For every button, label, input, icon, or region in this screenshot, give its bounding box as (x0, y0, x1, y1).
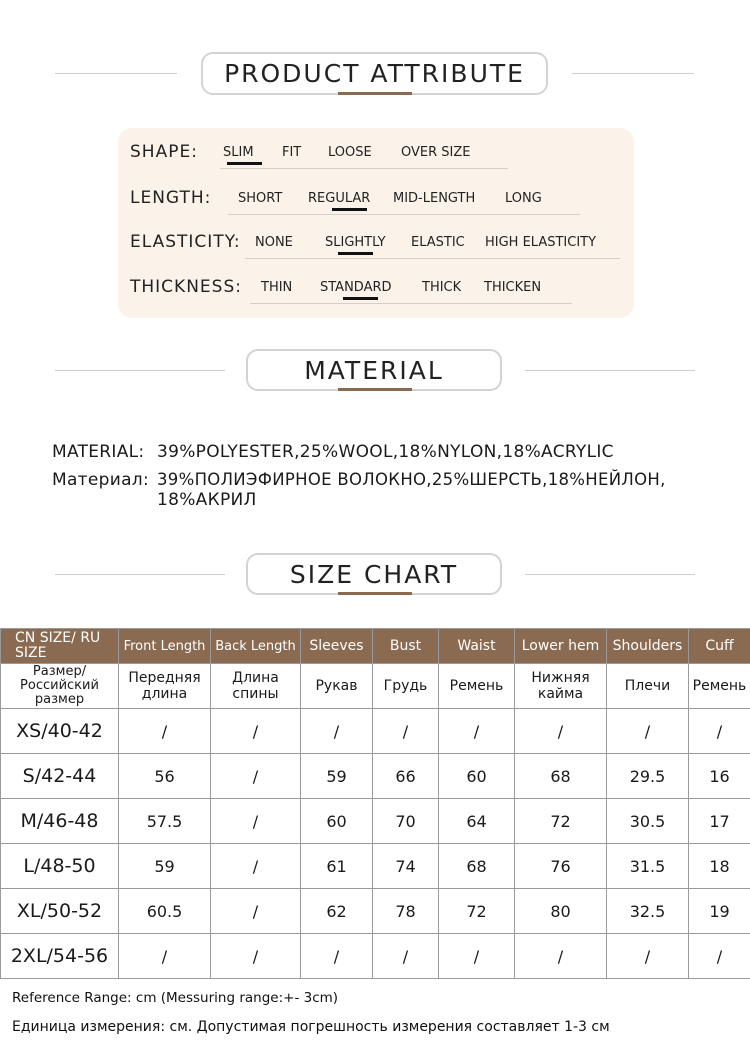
attr-option-selected: SLIM (223, 145, 254, 160)
selected-marker (227, 162, 262, 165)
measurement-cell: 74 (373, 844, 439, 889)
table-row (1, 889, 750, 934)
measurement-cell: 32.5 (607, 889, 689, 934)
attr-option: MID-LENGTH (393, 191, 476, 206)
attr-option: FIT (282, 145, 302, 160)
measurement-cell: / (439, 709, 515, 754)
material-label-ru: Материал: (52, 470, 149, 490)
column-header: Lower hem (515, 629, 607, 664)
attr-row-elasticity (130, 232, 630, 262)
measurement-cell: / (301, 709, 373, 754)
table-header-en (1, 629, 750, 664)
column-header: Bust (373, 629, 439, 664)
measurement-cell: 66 (373, 754, 439, 799)
title-underline (338, 92, 412, 95)
column-header-ru: Рукав (301, 664, 373, 709)
selected-marker (332, 208, 367, 211)
divider-left (55, 574, 225, 575)
attr-option-selected: REGULAR (308, 191, 371, 206)
measurement-cell: / (211, 799, 301, 844)
section-title-text: PRODUCT ATTRIBUTE (224, 59, 525, 88)
measurement-cell: / (301, 934, 373, 979)
measurement-cell: 61 (301, 844, 373, 889)
measurement-cell: / (373, 709, 439, 754)
attr-option: LOOSE (328, 145, 372, 160)
attr-option: LONG (505, 191, 542, 206)
attr-label: ELASTICITY: (130, 232, 241, 252)
table-header-ru (1, 664, 750, 709)
column-header-ru: Плечи (607, 664, 689, 709)
size-cell: XL/50-52 (1, 889, 119, 934)
divider-right (525, 574, 695, 575)
selected-marker (343, 297, 378, 300)
title-underline (338, 388, 412, 391)
column-header: CN SIZE/ RU SIZE (1, 629, 119, 664)
column-header-ru: Грудь (373, 664, 439, 709)
material-value-ru-line2: 18%АКРИЛ (157, 490, 257, 510)
note-reference-range: Reference Range: cm (Messuring range:+- 3cm) (12, 990, 339, 1006)
column-header-ru: Длина спины (211, 664, 301, 709)
measurement-cell: 57.5 (119, 799, 211, 844)
attr-underline (220, 168, 508, 169)
measurement-cell: / (439, 934, 515, 979)
measurement-cell: / (211, 709, 301, 754)
attr-label: LENGTH: (130, 188, 212, 208)
measurement-cell: 68 (439, 844, 515, 889)
attr-underline (228, 214, 580, 215)
measurement-cell: 78 (373, 889, 439, 934)
attr-option-selected: STANDARD (320, 280, 392, 295)
attr-option: THICK (422, 280, 462, 295)
size-cell: S/42-44 (1, 754, 119, 799)
attr-option: ELASTIC (411, 235, 465, 250)
measurement-cell: 72 (515, 799, 607, 844)
measurement-cell: / (607, 934, 689, 979)
measurement-cell: / (211, 934, 301, 979)
table-row (1, 754, 750, 799)
attr-label: SHAPE: (130, 142, 198, 162)
attr-option: SHORT (238, 191, 283, 206)
column-header-ru: Ремень (439, 664, 515, 709)
material-label-en: MATERIAL: (52, 442, 145, 462)
attr-underline (245, 258, 620, 259)
attr-label: THICKNESS: (130, 277, 242, 297)
measurement-cell: 16 (689, 754, 750, 799)
measurement-cell: / (607, 709, 689, 754)
measurement-cell: / (515, 934, 607, 979)
measurement-cell: 59 (301, 754, 373, 799)
measurement-cell: 76 (515, 844, 607, 889)
measurement-cell: / (689, 934, 750, 979)
size-chart-table (0, 628, 750, 979)
measurement-cell: / (373, 934, 439, 979)
table-row (1, 934, 750, 979)
measurement-cell: 70 (373, 799, 439, 844)
table-row (1, 844, 750, 889)
attr-row-length (130, 188, 610, 218)
measurement-cell: 29.5 (607, 754, 689, 799)
column-header-ru: Ремень (689, 664, 750, 709)
table-row (1, 799, 750, 844)
column-header-ru: Размер/ Российский размер (1, 664, 119, 709)
column-header: Waist (439, 629, 515, 664)
measurement-cell: 62 (301, 889, 373, 934)
measurement-cell: 68 (515, 754, 607, 799)
column-header: Cuff (689, 629, 750, 664)
material-value-ru-line1: 39%ПОЛИЭФИРНОЕ ВОЛОКНО,25%ШЕРСТЬ,18%НЕЙЛОН, (157, 470, 666, 489)
selected-marker (338, 252, 373, 255)
attr-option: OVER SIZE (401, 145, 471, 160)
measurement-cell: 80 (515, 889, 607, 934)
measurement-cell: 60.5 (119, 889, 211, 934)
column-header: Shoulders (607, 629, 689, 664)
measurement-cell: 18 (689, 844, 750, 889)
section-title-product-attribute (201, 52, 548, 95)
section-title-size-chart (246, 553, 502, 595)
measurement-cell: 60 (439, 754, 515, 799)
divider-right (572, 73, 694, 74)
attribute-card (118, 128, 634, 318)
size-cell: XS/40-42 (1, 709, 119, 754)
measurement-cell: 72 (439, 889, 515, 934)
measurement-cell: 17 (689, 799, 750, 844)
title-underline (338, 592, 412, 595)
measurement-cell: 30.5 (607, 799, 689, 844)
note-measurement-ru: Единица измерения: см. Допустимая погрешность измерения составляет 1-3 см (12, 1019, 610, 1035)
column-header-ru: Нижняя кайма (515, 664, 607, 709)
size-cell: M/46-48 (1, 799, 119, 844)
measurement-cell: / (211, 754, 301, 799)
measurement-cell: 31.5 (607, 844, 689, 889)
divider-right (525, 370, 695, 371)
measurement-cell: 19 (689, 889, 750, 934)
measurement-cell: 59 (119, 844, 211, 889)
measurement-cell: / (211, 889, 301, 934)
measurement-cell: 64 (439, 799, 515, 844)
size-cell: 2XL/54-56 (1, 934, 119, 979)
attr-option-selected: SLIGHTLY (325, 235, 386, 250)
attr-row-shape (130, 142, 610, 172)
measurement-cell: / (689, 709, 750, 754)
measurement-cell: / (119, 934, 211, 979)
attr-option: THICKEN (484, 280, 542, 295)
column-header: Back Length (211, 629, 301, 664)
column-header: Sleeves (301, 629, 373, 664)
divider-left (55, 73, 177, 74)
attr-option: NONE (255, 235, 293, 250)
section-title-text: SIZE CHART (289, 559, 459, 589)
measurement-cell: 60 (301, 799, 373, 844)
attr-option: HIGH ELASTICITY (485, 235, 597, 250)
table-row (1, 709, 750, 754)
divider-left (55, 370, 225, 371)
measurement-cell: / (119, 709, 211, 754)
section-title-text: MATERIAL (304, 355, 444, 385)
column-header: Front Length (119, 629, 211, 664)
material-value-en: 39%POLYESTER,25%WOOL,18%NYLON,18%ACRYLIC (157, 442, 614, 462)
attr-row-thickness (130, 277, 610, 307)
measurement-cell: / (515, 709, 607, 754)
size-cell: L/48-50 (1, 844, 119, 889)
measurement-cell: 56 (119, 754, 211, 799)
column-header-ru: Передняя длина (119, 664, 211, 709)
measurement-cell: / (211, 844, 301, 889)
attr-option: THIN (261, 280, 293, 295)
attr-underline (250, 303, 572, 304)
section-title-material (246, 349, 502, 391)
